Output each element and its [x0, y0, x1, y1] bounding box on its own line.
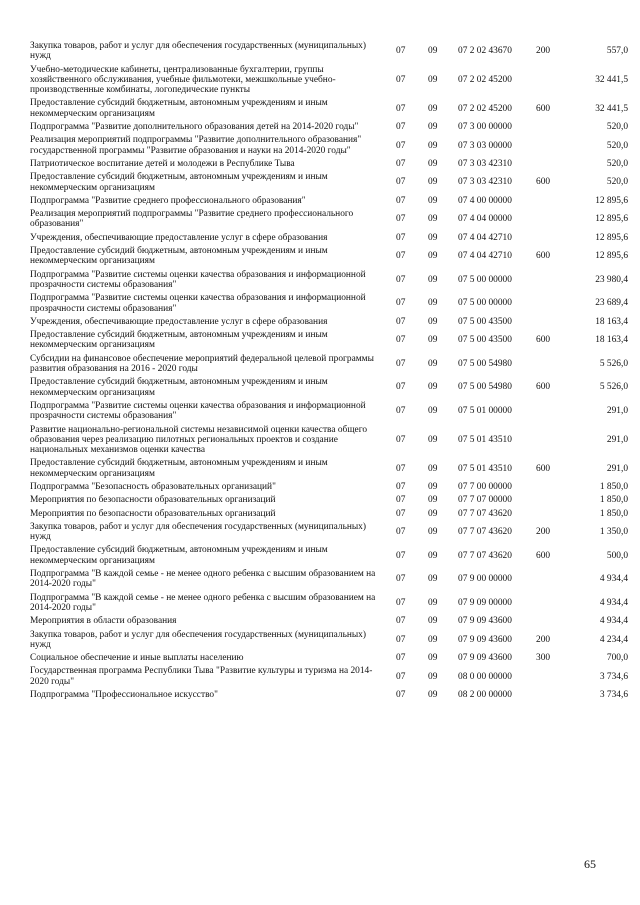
- row-target-article-code: 07 7 07 00000: [458, 495, 512, 506]
- row-amount: 700,0: [606, 653, 628, 664]
- row-section-code: 07: [396, 122, 406, 133]
- row-target-article-code: 07 4 04 42710: [458, 251, 512, 262]
- row-amount: 18 163,4: [595, 316, 628, 327]
- table-row: [30, 292, 628, 316]
- row-target-article-code: 07 9 00 00000: [458, 574, 512, 585]
- table-row: [30, 615, 628, 628]
- row-name: Подпрограмма "Безопасность образовательных организаций": [30, 481, 276, 492]
- row-target-article-code: 07 7 07 43620: [458, 527, 512, 538]
- row-target-article-code: 07 5 00 54980: [458, 358, 512, 369]
- row-name: Учреждения, обеспечивающие предоставление услуг в сфере образования: [30, 316, 328, 327]
- table-row: [30, 592, 628, 616]
- row-subsection-code: 09: [428, 46, 438, 57]
- table-row: [30, 158, 628, 171]
- row-name: Предоставление субсидий бюджетным, автономным учреждениям и иным некоммерческим организациям: [30, 246, 328, 267]
- row-amount: 12 895,6: [595, 195, 628, 206]
- row-subsection-code: 09: [428, 195, 438, 206]
- row-subsection-code: 09: [428, 274, 438, 285]
- row-expense-type-code: [536, 508, 566, 521]
- row-section-code: 07: [396, 195, 406, 206]
- row-target-article-code: 08 2 00 00000: [458, 690, 512, 701]
- row-amount: 3 734,6: [599, 690, 628, 701]
- table-row: [30, 521, 628, 545]
- table-row: [30, 195, 628, 208]
- row-amount: 3 734,6: [599, 671, 628, 682]
- table-row: [30, 376, 628, 400]
- row-section-code: 07: [396, 527, 406, 538]
- row-name: Реализация мероприятий подпрограммы "Развитие дополнительного образования" государственной программы "Развитие образования и науки на 2014-2020 годы": [30, 135, 362, 156]
- row-section-code: 07: [396, 434, 406, 445]
- table-row: [30, 40, 628, 64]
- table-row: [30, 494, 628, 507]
- row-expense-type-code: [536, 195, 566, 208]
- row-section-code: 07: [396, 463, 406, 474]
- row-amount: 557,0: [606, 46, 628, 57]
- row-name: Субсидии на финансовое обеспечение мероприятий федеральной целевой программы развития образования на 2016 - 2020 годы: [30, 353, 374, 375]
- row-name: Подпрограмма "Профессиональное искусство": [30, 690, 218, 701]
- row-amount: 520,0: [606, 140, 628, 151]
- row-subsection-code: 09: [428, 616, 438, 627]
- row-name: Закупка товаров, работ и услуг для обеспечения государственных (муниципальных) нужд: [30, 41, 366, 62]
- row-name: Мероприятия по безопасности образовательных организаций: [30, 495, 276, 506]
- row-section-code: 07: [396, 382, 406, 393]
- table-row: [30, 134, 628, 158]
- table-row: [30, 121, 628, 134]
- row-name: Патриотическое воспитание детей и молодежи в Республике Тыва: [30, 158, 295, 169]
- row-section-code: 07: [396, 634, 406, 645]
- row-amount: 1 850,0: [599, 508, 628, 519]
- row-expense-type-code: 600: [536, 335, 551, 346]
- row-subsection-code: 09: [428, 335, 438, 346]
- row-expense-type-code: [536, 292, 566, 316]
- row-expense-type-code: [536, 269, 566, 293]
- row-name: Предоставление субсидий бюджетным, автономным учреждениям и иным некоммерческим организациям: [30, 98, 328, 119]
- row-section-code: 07: [396, 574, 406, 585]
- table-row: [30, 544, 628, 568]
- row-section-code: 07: [396, 653, 406, 664]
- row-target-article-code: 07 3 03 00000: [458, 140, 512, 151]
- table-row: [30, 232, 628, 245]
- row-target-article-code: 07 7 00 00000: [458, 481, 512, 492]
- row-subsection-code: 09: [428, 177, 438, 188]
- row-amount: 520,0: [606, 177, 628, 188]
- row-amount: 18 163,4: [595, 335, 628, 346]
- table-row: [30, 629, 628, 653]
- row-section-code: 07: [396, 140, 406, 151]
- row-target-article-code: 07 5 01 00000: [458, 406, 512, 417]
- budget-table: [30, 40, 628, 702]
- row-amount: 12 895,6: [595, 214, 628, 225]
- table-row: [30, 424, 628, 458]
- row-amount: 23 980,4: [595, 274, 628, 285]
- row-expense-type-code: [536, 424, 566, 458]
- row-target-article-code: 07 3 00 00000: [458, 122, 512, 133]
- row-name: Мероприятия в области образования: [30, 616, 177, 627]
- table-row: [30, 568, 628, 592]
- row-expense-type-code: [536, 481, 566, 494]
- row-name: Мероприятия по безопасности образовательных организаций: [30, 508, 276, 519]
- row-section-code: 07: [396, 406, 406, 417]
- row-target-article-code: 07 5 00 43500: [458, 316, 512, 327]
- row-section-code: 07: [396, 508, 406, 519]
- row-section-code: 07: [396, 274, 406, 285]
- table-row: [30, 171, 628, 195]
- row-expense-type-code: [536, 208, 566, 232]
- row-amount: 520,0: [606, 158, 628, 169]
- row-amount: 1 350,0: [599, 527, 628, 538]
- row-subsection-code: 09: [428, 634, 438, 645]
- row-name: Подпрограмма "Развитие системы оценки качества образования и информационной прозрачности системы образования": [30, 269, 366, 290]
- row-target-article-code: 07 5 00 00000: [458, 274, 512, 285]
- row-name: Подпрограмма "Развитие системы оценки качества образования и информационной прозрачности системы образования": [30, 400, 366, 422]
- row-target-article-code: 07 2 02 43670: [458, 46, 512, 57]
- row-amount: 291,0: [606, 463, 628, 474]
- row-section-code: 07: [396, 335, 406, 346]
- row-name: Реализация мероприятий подпрограммы "Развитие среднего профессионального образования": [30, 209, 354, 230]
- row-section-code: 07: [396, 616, 406, 627]
- table-row: [30, 652, 628, 665]
- row-expense-type-code: [536, 232, 566, 245]
- row-section-code: 07: [396, 103, 406, 114]
- row-section-code: 07: [396, 495, 406, 506]
- row-expense-type-code: [536, 134, 566, 158]
- row-section-code: 07: [396, 74, 406, 85]
- row-name: Предоставление субсидий бюджетным, автономным учреждениям и иным некоммерческим организациям: [30, 330, 328, 351]
- row-target-article-code: 07 7 07 43620: [458, 550, 512, 561]
- row-target-article-code: 07 2 02 45200: [458, 103, 512, 114]
- table-row: [30, 400, 628, 424]
- row-expense-type-code: [536, 121, 566, 134]
- row-expense-type-code: [536, 353, 566, 377]
- row-target-article-code: 08 0 00 00000: [458, 671, 512, 682]
- row-name: Подпрограмма "Развитие дополнительного образования детей на 2014-2020 годы": [30, 122, 359, 133]
- row-section-code: 07: [396, 316, 406, 327]
- row-name: Предоставление субсидий бюджетным, автономным учреждениям и иным некоммерческим организациям: [30, 377, 328, 398]
- budget-document: [30, 40, 628, 702]
- row-subsection-code: 09: [428, 122, 438, 133]
- row-subsection-code: 09: [428, 597, 438, 608]
- row-subsection-code: 09: [428, 251, 438, 262]
- row-expense-type-code: 200: [536, 46, 551, 57]
- row-section-code: 07: [396, 597, 406, 608]
- row-target-article-code: 07 4 04 42710: [458, 232, 512, 243]
- row-target-article-code: 07 5 00 54980: [458, 382, 512, 393]
- row-target-article-code: 07 3 03 42310: [458, 158, 512, 169]
- table-row: [30, 97, 628, 121]
- row-target-article-code: 07 7 07 43620: [458, 508, 512, 519]
- row-section-code: 07: [396, 298, 406, 309]
- row-target-article-code: 07 5 00 43500: [458, 335, 512, 346]
- row-expense-type-code: 600: [536, 251, 551, 262]
- table-row: [30, 481, 628, 494]
- row-subsection-code: 09: [428, 653, 438, 664]
- table-row: [30, 457, 628, 481]
- row-subsection-code: 09: [428, 74, 438, 85]
- row-name: Развитие национально-региональной системы независимой оценки качества общего образования через реализацию пилотных региональных проектов и создание национальных механизмов оценки качества: [30, 424, 368, 456]
- row-expense-type-code: 300: [536, 653, 551, 664]
- row-amount: 12 895,6: [595, 251, 628, 262]
- row-amount: 23 689,4: [595, 298, 628, 309]
- row-target-article-code: 07 9 09 43600: [458, 634, 512, 645]
- row-subsection-code: 09: [428, 671, 438, 682]
- table-row: [30, 64, 628, 98]
- row-expense-type-code: 600: [536, 103, 551, 114]
- row-name: Закупка товаров, работ и услуг для обеспечения государственных (муниципальных) нужд: [30, 629, 366, 650]
- row-name: Подпрограмма "Развитие среднего профессионального образования": [30, 195, 306, 206]
- row-expense-type-code: 600: [536, 177, 551, 188]
- row-name: Закупка товаров, работ и услуг для обеспечения государственных (муниципальных) нужд: [30, 521, 366, 543]
- row-expense-type-code: [536, 64, 566, 98]
- row-target-article-code: 07 9 09 43600: [458, 653, 512, 664]
- row-name: Предоставление субсидий бюджетным, автономным учреждениям и иным некоммерческим организациям: [30, 172, 328, 193]
- row-amount: 5 526,0: [599, 358, 628, 369]
- row-section-code: 07: [396, 690, 406, 701]
- row-target-article-code: 07 4 00 00000: [458, 195, 512, 206]
- row-section-code: 07: [396, 550, 406, 561]
- row-subsection-code: 09: [428, 481, 438, 492]
- row-target-article-code: 07 5 01 43510: [458, 434, 512, 445]
- row-subsection-code: 09: [428, 232, 438, 243]
- row-amount: 291,0: [606, 406, 628, 417]
- row-name: Государственная программа Республики Тыва "Развитие культуры и туризма на 2014-2020 годы": [30, 666, 373, 687]
- row-section-code: 07: [396, 232, 406, 243]
- row-target-article-code: 07 9 09 00000: [458, 597, 512, 608]
- row-target-article-code: 07 2 02 45200: [458, 74, 512, 85]
- row-name: Социальное обеспечение и иные выплаты населению: [30, 653, 244, 664]
- row-subsection-code: 09: [428, 140, 438, 151]
- row-amount: 4 934,4: [599, 597, 628, 608]
- row-subsection-code: 09: [428, 550, 438, 561]
- table-row: [30, 329, 628, 353]
- row-expense-type-code: 600: [536, 550, 551, 561]
- row-section-code: 07: [396, 481, 406, 492]
- row-expense-type-code: [536, 158, 566, 171]
- row-amount: 1 850,0: [599, 481, 628, 492]
- row-amount: 4 934,4: [599, 574, 628, 585]
- row-amount: 520,0: [606, 122, 628, 133]
- table-row: [30, 508, 628, 521]
- row-expense-type-code: 600: [536, 463, 551, 474]
- row-name: Предоставление субсидий бюджетным, автономным учреждениям и иным некоммерческим организациям: [30, 545, 328, 566]
- row-amount: 500,0: [606, 550, 628, 561]
- row-amount: 12 895,6: [595, 232, 628, 243]
- row-name: Подпрограмма "В каждой семье - не менее одного ребенка с высшим образованием на 2014-2020 годы": [30, 592, 376, 613]
- row-expense-type-code: [536, 400, 566, 424]
- row-subsection-code: 09: [428, 434, 438, 445]
- row-subsection-code: 09: [428, 495, 438, 506]
- table-row: [30, 208, 628, 232]
- row-subsection-code: 09: [428, 316, 438, 327]
- row-name: Учебно-методические кабинеты, централизованные бухгалтерии, группы хозяйственного обслуживания, учебные фильмотеки, межшкольные учебно-производственные комбинаты, логопедические пункты: [30, 64, 336, 96]
- row-target-article-code: 07 5 01 43510: [458, 463, 512, 474]
- row-subsection-code: 09: [428, 574, 438, 585]
- row-subsection-code: 09: [428, 358, 438, 369]
- row-amount: 1 850,0: [599, 495, 628, 506]
- row-subsection-code: 09: [428, 690, 438, 701]
- row-section-code: 07: [396, 158, 406, 169]
- row-target-article-code: 07 3 03 42310: [458, 177, 512, 188]
- row-target-article-code: 07 9 09 43600: [458, 616, 512, 627]
- row-expense-type-code: [536, 592, 566, 616]
- row-expense-type-code: [536, 689, 566, 702]
- row-subsection-code: 09: [428, 214, 438, 225]
- row-expense-type-code: 200: [536, 634, 551, 645]
- row-subsection-code: 09: [428, 158, 438, 169]
- row-amount: 291,0: [606, 434, 628, 445]
- row-target-article-code: 07 4 04 00000: [458, 214, 512, 225]
- row-subsection-code: 09: [428, 298, 438, 309]
- row-expense-type-code: [536, 568, 566, 592]
- row-subsection-code: 09: [428, 103, 438, 114]
- row-expense-type-code: [536, 316, 566, 329]
- row-amount: 4 234,4: [599, 634, 628, 645]
- row-subsection-code: 09: [428, 463, 438, 474]
- row-amount: 5 526,0: [599, 382, 628, 393]
- row-section-code: 07: [396, 251, 406, 262]
- row-amount: 32 441,5: [595, 74, 628, 85]
- row-expense-type-code: [536, 494, 566, 507]
- row-amount: 32 441,5: [595, 103, 628, 114]
- row-expense-type-code: 600: [536, 382, 551, 393]
- row-section-code: 07: [396, 671, 406, 682]
- row-name: Подпрограмма "Развитие системы оценки качества образования и информационной прозрачности системы образования": [30, 293, 366, 314]
- row-section-code: 07: [396, 214, 406, 225]
- row-name: Предоставление субсидий бюджетным, автономным учреждениям и иным некоммерческим организациям: [30, 458, 328, 479]
- row-subsection-code: 09: [428, 382, 438, 393]
- table-row: [30, 245, 628, 269]
- table-row: [30, 316, 628, 329]
- row-section-code: 07: [396, 177, 406, 188]
- table-row: [30, 269, 628, 293]
- row-subsection-code: 09: [428, 527, 438, 538]
- row-section-code: 07: [396, 46, 406, 57]
- row-section-code: 07: [396, 358, 406, 369]
- table-row: [30, 689, 628, 702]
- row-expense-type-code: [536, 615, 566, 628]
- row-amount: 4 934,4: [599, 616, 628, 627]
- table-row: [30, 353, 628, 377]
- budget-table-body: [30, 40, 628, 702]
- table-row: [30, 665, 628, 689]
- row-subsection-code: 09: [428, 508, 438, 519]
- row-target-article-code: 07 5 00 00000: [458, 298, 512, 309]
- row-name: Учреждения, обеспечивающие предоставление услуг в сфере образования: [30, 232, 328, 243]
- row-expense-type-code: [536, 665, 566, 689]
- row-subsection-code: 09: [428, 406, 438, 417]
- row-name: Подпрограмма "В каждой семье - не менее одного ребенка с высшим образованием на 2014-2020 годы": [30, 569, 376, 590]
- page-number: 65: [584, 857, 596, 871]
- row-expense-type-code: 200: [536, 527, 551, 538]
